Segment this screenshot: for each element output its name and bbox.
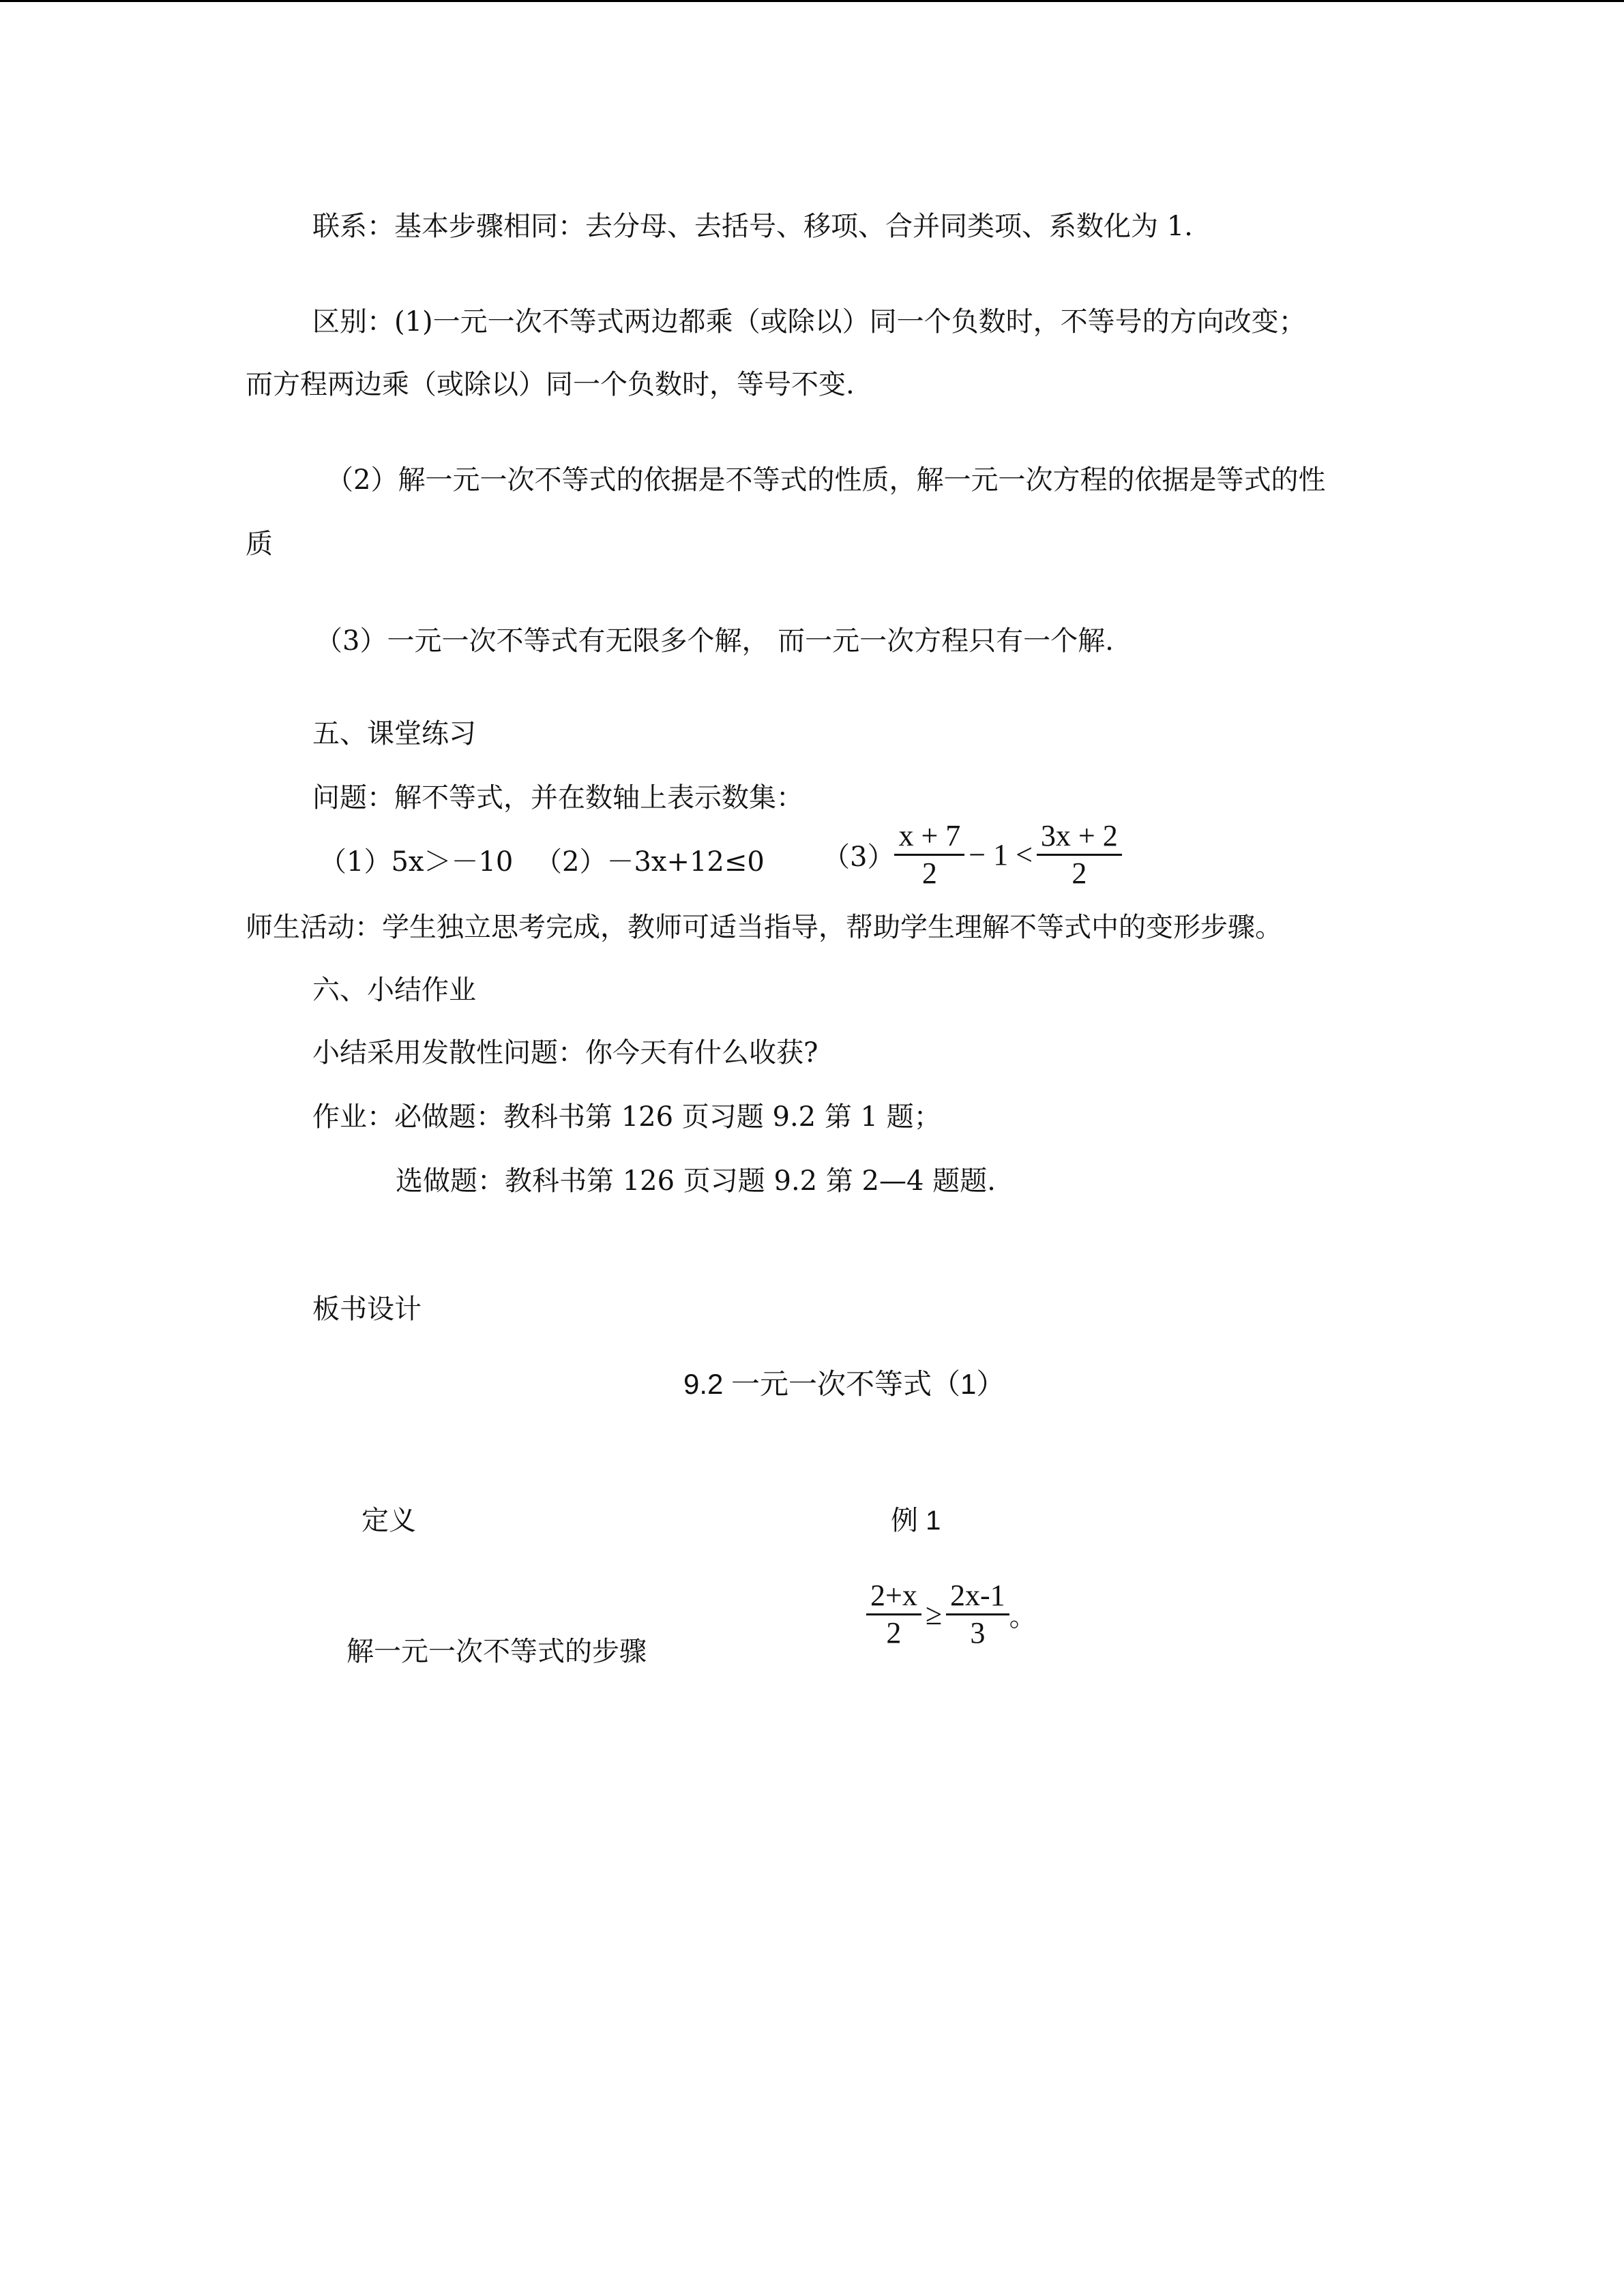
board-example-right-fraction: [946, 1578, 1009, 1651]
paragraph-qubie-2a: （2）解一元一次不等式的依据是不等式的性质，解一元一次方程的依据是等式的性: [326, 464, 1326, 496]
exercise-3-rhs-denominator: 2: [1072, 856, 1087, 890]
teacher-student-activity: 师生活动：学生独立思考完成，教师可适当指导，帮助学生理解不等式中的变形步骤。: [246, 912, 1282, 943]
section5-heading: 五、课堂练习: [312, 718, 476, 749]
board-example-inequality: [866, 1578, 1037, 1651]
board-example-right-numerator: 2x-1: [946, 1578, 1009, 1615]
homework-optional: 选做题：教科书第 126 页习题 9.2 第 2—4 题题.: [396, 1165, 996, 1197]
exercise-3-lhs-denominator: 2: [921, 856, 937, 890]
board-example-period: 。: [1009, 1601, 1037, 1632]
board-example-label: 例 1: [891, 1506, 941, 1536]
exercise-3-rhs-numerator: 3x + 2: [1037, 818, 1122, 856]
paragraph-qubie-3: （3）一元一次不等式有无限多个解， 而一元一次方程只有一个解.: [315, 625, 1114, 657]
board-example-left-denominator: 2: [886, 1616, 902, 1650]
board-steps: 解一元一次不等式的步骤: [346, 1636, 647, 1667]
paragraph-qubie-2b: 质: [246, 528, 273, 560]
homework-required: 作业：必做题：教科书第 126 页习题 9.2 第 1 题；: [312, 1101, 941, 1133]
paragraph-lianxi: 联系：基本步骤相同：去分母、去括号、移项、合并同类项、系数化为 1.: [312, 211, 1193, 242]
exercise-3-lhs-numerator: x + 7: [894, 818, 964, 856]
exercise-3-label: （3）: [823, 841, 895, 873]
exercise-1: （1）5x＞－10: [319, 846, 514, 878]
practice-question: 问题：解不等式，并在数轴上表示数集：: [312, 782, 803, 814]
exercise-3-rhs-fraction: [1037, 818, 1122, 891]
exercise-2: （2）－3x+12≤0: [535, 846, 765, 878]
page-top-border: [0, 0, 1624, 2]
paragraph-qubie-1b: 而方程两边乘（或除以）同一个负数时，等号不变.: [246, 369, 855, 400]
paragraph-qubie-1a: 区别：(1)一元一次不等式两边都乘（或除以）同一个负数时，不等号的方向改变；: [312, 306, 1306, 338]
board-example-left-fraction: [866, 1578, 921, 1651]
board-example-right-denominator: 3: [970, 1616, 986, 1650]
exercise-3-lhs-fraction: [894, 818, 964, 891]
exercise-3-operator: − 1 <: [969, 838, 1033, 871]
exercise-3: [823, 818, 1122, 891]
board-definition: 定义: [361, 1505, 416, 1536]
section6-heading: 六、小结作业: [312, 974, 476, 1006]
board-example-operator: ≥: [925, 1598, 942, 1631]
board-design-heading: 板书设计: [312, 1294, 422, 1325]
board-title: 9.2 一元一次不等式（1）: [683, 1368, 1005, 1400]
summary-question: 小结采用发散性问题：你今天有什么收获?: [312, 1037, 818, 1069]
board-example-left-numerator: 2+x: [866, 1578, 921, 1615]
